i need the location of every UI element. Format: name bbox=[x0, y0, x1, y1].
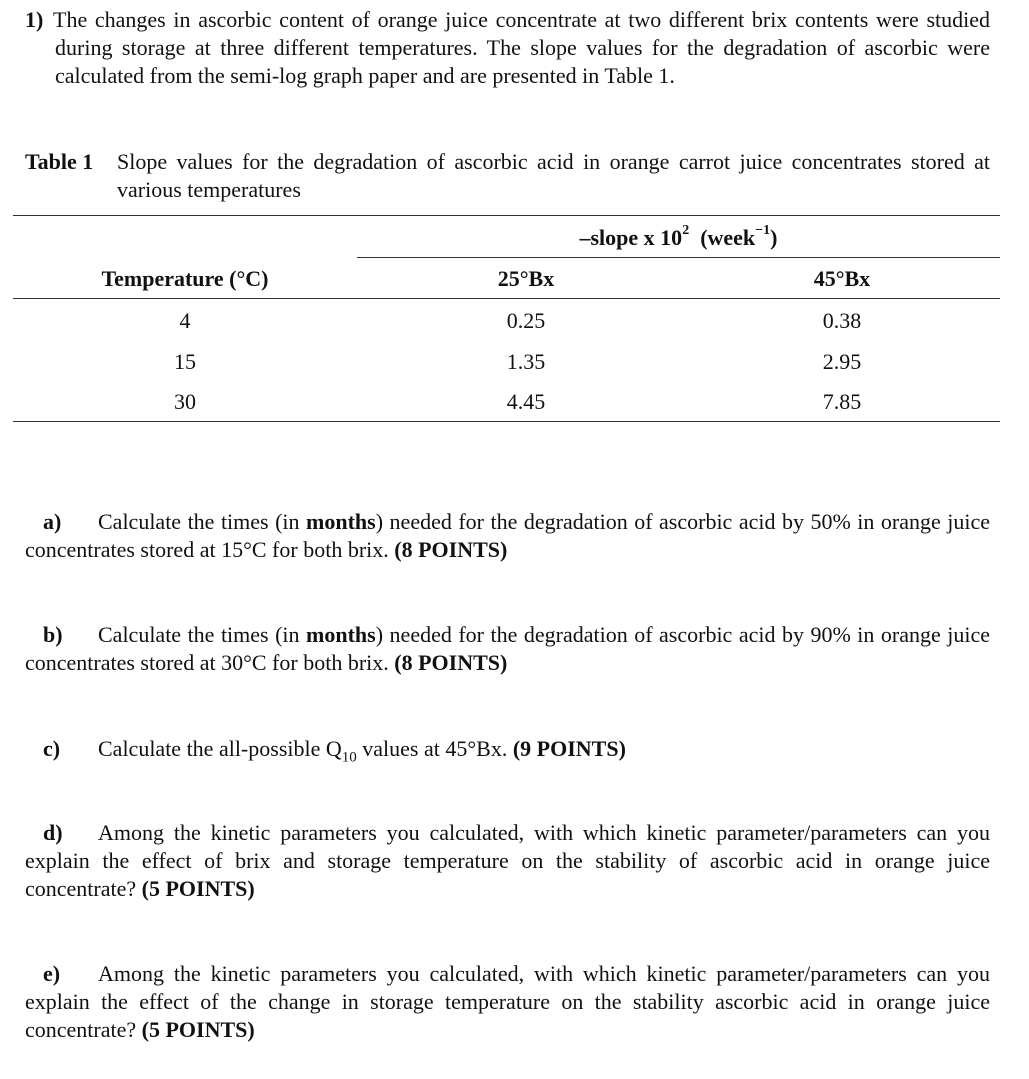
table-bottom-rule bbox=[13, 421, 1000, 422]
table-header-rule bbox=[13, 298, 1000, 299]
group-header-unit-exp: −1 bbox=[755, 222, 771, 238]
table-cell-bx25: 4.45 bbox=[506, 389, 546, 414]
part-a-label: a) bbox=[43, 509, 62, 534]
table-cell-bx25: 1.35 bbox=[506, 349, 546, 374]
part-a-text-1: Calculate the times (in bbox=[98, 509, 307, 534]
part-b-label: b) bbox=[43, 622, 63, 647]
question-text: The changes in ascorbic content of orange juice concentrate at two different brix contents were studied during storage at three different temperatures. The slope values for the degradation of ascorbic were calculated from the semi-log graph paper and are presented in Table 1. bbox=[53, 7, 990, 88]
part-c-subscript: 10 bbox=[341, 749, 357, 766]
table-group-header bbox=[357, 224, 1000, 252]
table-cell-temp: 30 bbox=[174, 389, 196, 414]
column-header-45bx: 45°Bx bbox=[813, 266, 871, 291]
table-cell-temp: 4 bbox=[179, 308, 191, 333]
part-c-text-1: Calculate the all-possible Q bbox=[98, 736, 342, 761]
table-cell-temp: 15 bbox=[174, 349, 196, 374]
part-b-text-1: Calculate the times (in bbox=[98, 622, 307, 647]
part-c-text-2: values at 45°Bx. bbox=[356, 736, 513, 761]
part-e-label: e) bbox=[43, 961, 61, 986]
part-c-points: (9 POINTS) bbox=[512, 736, 626, 761]
part-a bbox=[25, 508, 990, 564]
group-header-prefix: –slope x 10 bbox=[579, 225, 683, 250]
table-cell-bx25: 0.25 bbox=[506, 308, 546, 333]
part-e-points: (5 POINTS) bbox=[141, 1017, 255, 1042]
part-b-bold-word: months bbox=[306, 622, 376, 647]
part-b-text-2: ) needed for the degradation of ascorbic acid by 90% in orange juice concentrates stored at 30°C for both brix. bbox=[25, 622, 990, 675]
part-d-text: Among the kinetic parameters you calculated, with which kinetic parameter/parameters can you explain the effect of brix and storage temperature on the stability of ascorbic acid in orange juice concentrate? bbox=[25, 820, 990, 901]
part-a-points: (8 POINTS) bbox=[394, 537, 508, 562]
table-caption-text: Slope values for the degradation of ascorbic acid in orange carrot juice concentrates stored at various temperatures bbox=[117, 149, 990, 202]
part-b bbox=[25, 621, 990, 677]
question-intro bbox=[25, 6, 990, 90]
part-a-text-2: ) needed for the degradation of ascorbic acid by 50% in orange juice concentrates stored at 15°C for both brix. bbox=[25, 509, 990, 562]
column-header-temperature: Temperature (°C) bbox=[101, 266, 269, 291]
group-header-exp: 2 bbox=[682, 222, 690, 238]
table-top-rule bbox=[13, 215, 1000, 216]
part-c-label: c) bbox=[43, 736, 61, 761]
part-b-points: (8 POINTS) bbox=[394, 650, 508, 675]
question-number: 1) bbox=[25, 7, 44, 32]
table-group-rule bbox=[357, 257, 1000, 258]
group-header-unit-prefix: (week bbox=[700, 225, 756, 250]
table-label: Table 1 bbox=[25, 149, 94, 174]
part-e-text: Among the kinetic parameters you calculated, with which kinetic parameter/parameters can you explain the effect of the change in storage temperature on the stability ascorbic acid in orange juice concentrate? bbox=[25, 961, 990, 1042]
part-d bbox=[25, 819, 990, 903]
part-d-label: d) bbox=[43, 820, 63, 845]
part-e bbox=[25, 960, 990, 1044]
part-d-points: (5 POINTS) bbox=[141, 876, 255, 901]
part-a-bold-word: months bbox=[306, 509, 376, 534]
group-header-unit-suffix: ) bbox=[770, 225, 778, 250]
column-header-25bx: 25°Bx bbox=[497, 266, 555, 291]
table-cell-bx45: 7.85 bbox=[822, 389, 862, 414]
table-caption bbox=[25, 148, 990, 204]
table-cell-bx45: 2.95 bbox=[822, 349, 862, 374]
part-c bbox=[25, 735, 990, 766]
table-cell-bx45: 0.38 bbox=[822, 308, 862, 333]
